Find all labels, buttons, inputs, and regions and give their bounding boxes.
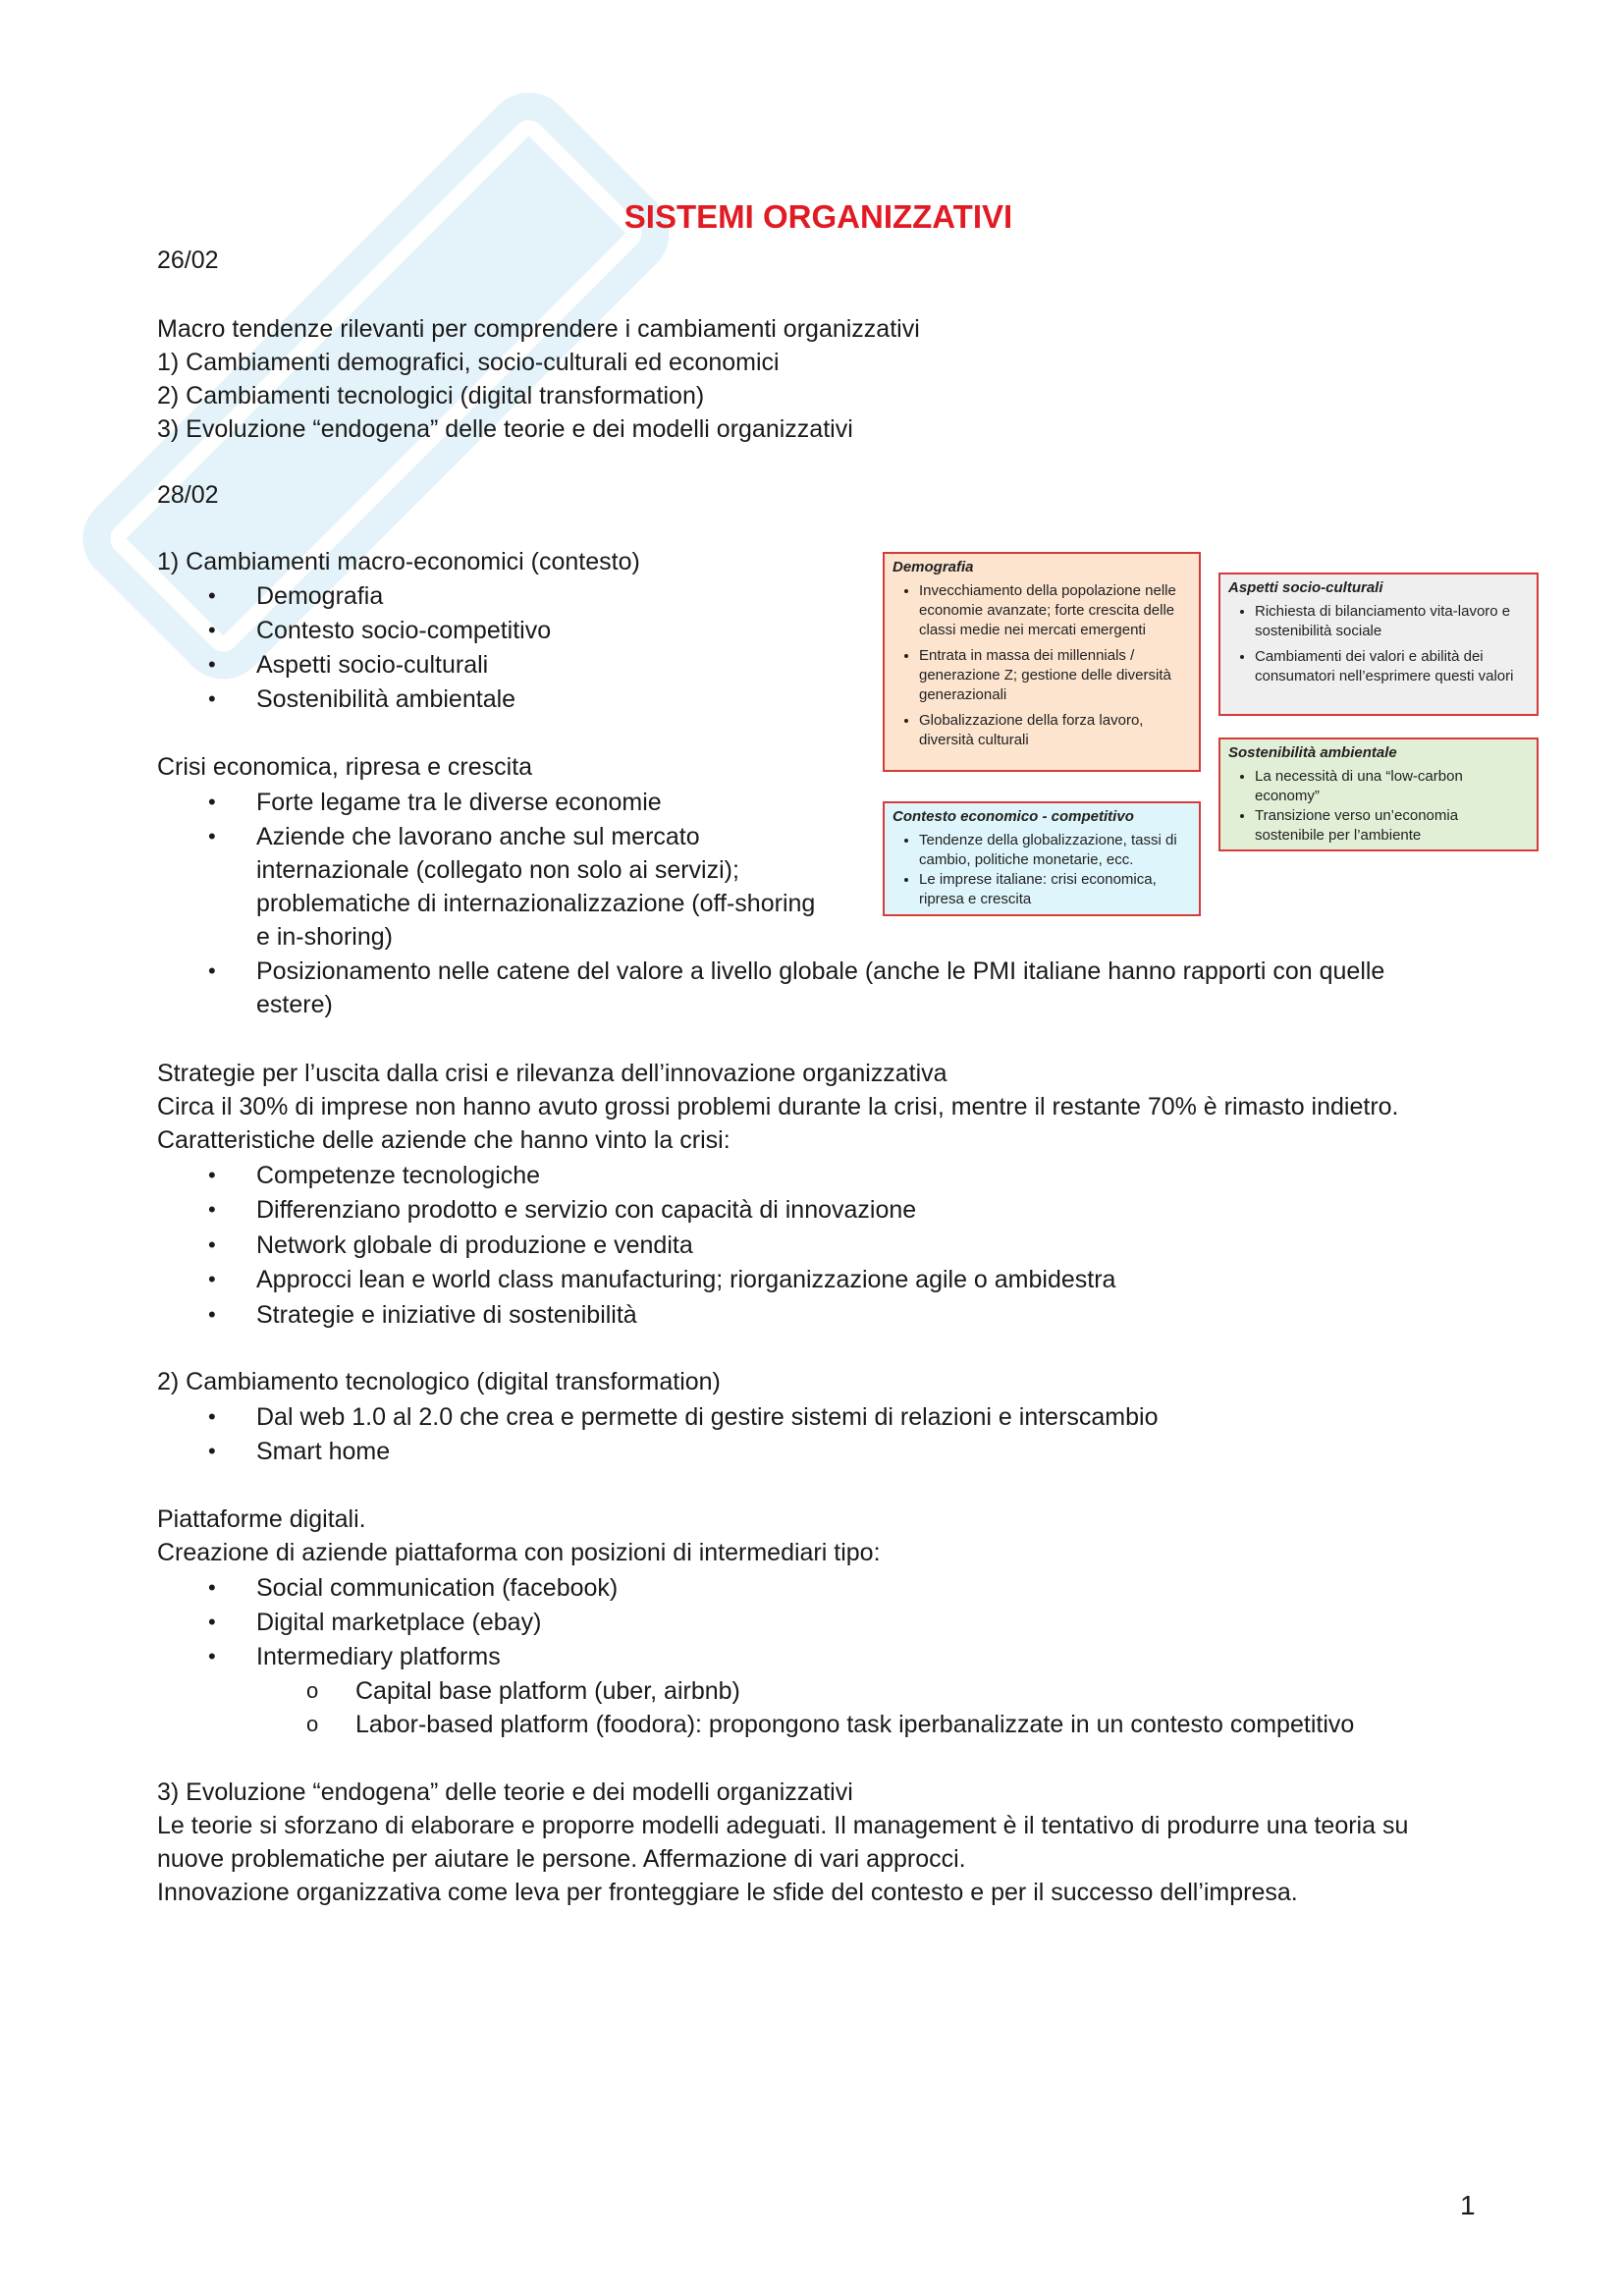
bullet-symbol: • <box>208 824 216 848</box>
box-item: • Invecchiamento della popolazione nelle economie avanzate; forte crescita delle classi medie nei mercati emergenti <box>919 581 1191 640</box>
section1-bullet: Demografia <box>256 582 384 610</box>
box-item: • Cambiamenti dei valori e abilità dei consumatori nell’esprimere questi valori <box>1255 647 1529 686</box>
strategies-bullet: Strategie e iniziative di sostenibilità <box>256 1301 637 1329</box>
bullet-symbol: • <box>208 1197 216 1222</box>
crisis-heading: Crisi economica, ripresa e crescita <box>157 753 533 781</box>
box-item: • La necessità di una “low-carbon economy” <box>1255 767 1529 806</box>
crisis-bullet-line: Aziende che lavorano anche sul mercato <box>256 823 700 850</box>
crisis-bullet-line: e in-shoring) <box>256 923 393 951</box>
bullet-symbol: • <box>208 1404 216 1429</box>
box-demografia <box>883 552 1201 772</box>
box-title: Sostenibilità ambientale <box>1228 744 1397 761</box>
bullet-symbol: • <box>208 618 216 642</box>
box-item: • Globalizzazione della forza lavoro, diversità culturali <box>919 711 1191 750</box>
bullet-symbol: • <box>208 1439 216 1463</box>
strategies-bullet: Competenze tecnologiche <box>256 1162 541 1189</box>
intro-heading: Macro tendenze rilevanti per comprendere i cambiamenti organizzativi <box>157 315 920 343</box>
page-number: 1 <box>1460 2190 1476 2220</box>
box-title: Demografia <box>893 559 974 575</box>
section2-heading: 2) Cambiamento tecnologico (digital transformation) <box>157 1368 721 1395</box>
platforms-line: Creazione di aziende piattaforma con posizioni di intermediari tipo: <box>157 1539 881 1566</box>
platforms-bullet: Digital marketplace (ebay) <box>256 1609 542 1636</box>
crisis-bullet: Forte legame tra le diverse economie <box>256 789 662 816</box>
bullet-symbol: • <box>208 1610 216 1634</box>
crisis-bullet-line: problematiche di internazionalizzazione (off-shoring <box>256 890 816 917</box>
section1-bullet: Sostenibilità ambientale <box>256 685 516 713</box>
platforms-bullet: Intermediary platforms <box>256 1643 501 1670</box>
date-2602: 26/02 <box>157 246 219 274</box>
bullet-symbol: • <box>208 652 216 677</box>
box-sostenibilita-ambientale <box>1218 738 1539 851</box>
box-item: • Tendenze della globalizzazione, tassi di cambio, politiche monetarie, ecc. <box>919 831 1191 870</box>
bullet-symbol: • <box>208 1575 216 1600</box>
bullet-symbol: • <box>208 958 216 983</box>
crisis-bullet-line: internazionale (collegato non solo ai servizi); <box>256 856 739 884</box>
date-2802: 28/02 <box>157 481 219 509</box>
strategies-line: Strategie per l’uscita dalla crisi e rilevanza dell’innovazione organizzativa <box>157 1060 947 1087</box>
sub-bullet-symbol: o <box>306 1678 319 1703</box>
section1-heading: 1) Cambiamenti macro-economici (contesto) <box>157 548 640 575</box>
bullet-symbol: • <box>208 1644 216 1668</box>
section3-line: nuove problematiche per aiutare le persone. Affermazione di vari approcci. <box>157 1845 966 1873</box>
platforms-line: Piattaforme digitali. <box>157 1505 366 1533</box>
bullet-symbol: • <box>208 583 216 608</box>
box-item: • Richiesta di bilanciamento vita-lavoro e sostenibilità sociale <box>1255 602 1529 641</box>
box-title: Aspetti socio-culturali <box>1228 579 1383 596</box>
sub-bullet-symbol: o <box>306 1712 319 1736</box>
section3-line: Innovazione organizzativa come leva per fronteggiare le sfide del contesto e per il successo dell’impresa. <box>157 1879 1298 1906</box>
crisis-bullet-line: Posizionamento nelle catene del valore a livello globale (anche le PMI italiane hanno rapporti con quelle <box>256 957 1385 985</box>
section2-bullet: Smart home <box>256 1438 391 1465</box>
platforms-bullet: Social communication (facebook) <box>256 1574 619 1602</box>
strategies-line: Circa il 30% di imprese non hanno avuto grossi problemi durante la crisi, mentre il restante 70% è rimasto indietro. <box>157 1093 1399 1121</box>
platforms-sub-bullet: Labor-based platform (foodora): propongono task iperbanalizzate in un contesto competitivo <box>355 1711 1355 1738</box>
platforms-sub-bullet: Capital base platform (uber, airbnb) <box>355 1677 740 1705</box>
box-aspetti-socio-culturali <box>1218 573 1539 716</box>
strategies-bullet: Approcci lean e world class manufacturing; riorganizzazione agile o ambidestra <box>256 1266 1116 1293</box>
bullet-symbol: • <box>208 1163 216 1187</box>
bullet-symbol: • <box>208 790 216 814</box>
box-item: • Le imprese italiane: crisi economica, ripresa e crescita <box>919 870 1191 909</box>
section1-bullet: Aspetti socio-culturali <box>256 651 489 679</box>
strategies-bullet: Network globale di produzione e vendita <box>256 1231 693 1259</box>
document-title: SISTEMI ORGANIZZATIVI <box>623 198 1013 235</box>
box-item: • Entrata in massa dei millennials / generazione Z; gestione delle diversità generazionali <box>919 646 1191 705</box>
bullet-symbol: • <box>208 1267 216 1291</box>
bullet-symbol: • <box>208 1302 216 1327</box>
box-item: • Transizione verso un’economia sostenibile per l’ambiente <box>1255 806 1529 846</box>
intro-item: 2) Cambiamenti tecnologici (digital transformation) <box>157 382 705 410</box>
section2-bullet: Dal web 1.0 al 2.0 che crea e permette di gestire sistemi di relazioni e interscambio <box>256 1403 1159 1431</box>
section3-line: Le teorie si sforzano di elaborare e proporre modelli adeguati. Il management è il tentativo di produrre una teoria su <box>157 1812 1409 1839</box>
bullet-symbol: • <box>208 686 216 711</box>
strategies-bullet: Differenziano prodotto e servizio con capacità di innovazione <box>256 1196 917 1224</box>
bullet-symbol: • <box>208 1232 216 1257</box>
crisis-bullet-line: estere) <box>256 991 333 1018</box>
intro-item: 1) Cambiamenti demografici, socio-culturali ed economici <box>157 349 780 376</box>
box-contesto-economico <box>883 801 1201 916</box>
box-title: Contesto economico - competitivo <box>893 808 1134 825</box>
intro-item: 3) Evoluzione “endogena” delle teorie e dei modelli organizzativi <box>157 415 853 443</box>
strategies-line: Caratteristiche delle aziende che hanno vinto la crisi: <box>157 1126 730 1154</box>
section3-line: 3) Evoluzione “endogena” delle teorie e dei modelli organizzativi <box>157 1778 853 1806</box>
section1-bullet: Contesto socio-competitivo <box>256 617 552 644</box>
